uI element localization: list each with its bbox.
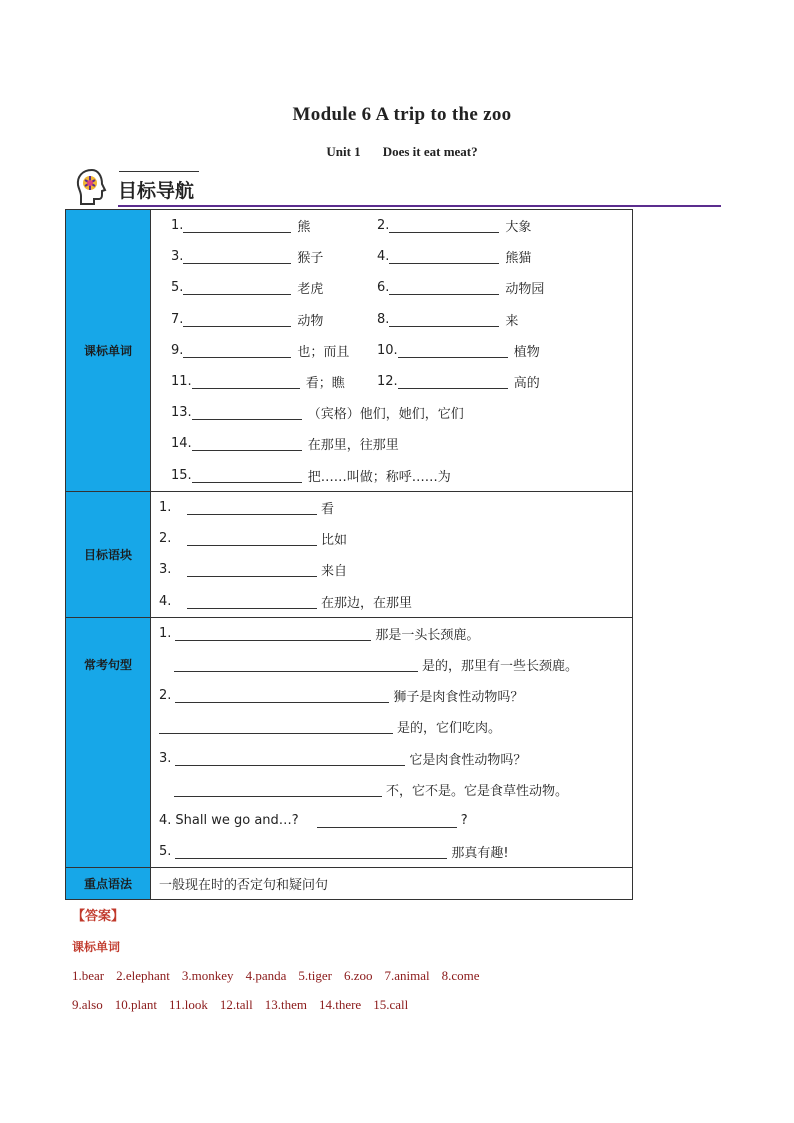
item-meaning: 猴子 xyxy=(297,251,324,267)
item-number: 1. xyxy=(159,625,172,641)
vocab-label: 课标单词 xyxy=(66,210,151,492)
item-number: 13. xyxy=(171,405,192,421)
item-number: 5. xyxy=(171,280,184,296)
item-number: 7. xyxy=(171,311,184,327)
answer-blank[interactable] xyxy=(389,249,499,264)
answer-blank[interactable] xyxy=(175,626,371,641)
brain-head-icon xyxy=(74,168,110,206)
section-heading: 目标导航 xyxy=(118,180,195,202)
vocab-item xyxy=(171,372,345,391)
answer-item: 15.call xyxy=(373,997,409,1012)
phrase-row xyxy=(159,523,632,554)
answer-blank[interactable] xyxy=(159,719,393,734)
item-meaning: 熊猫 xyxy=(505,251,532,267)
item-meaning: 在那边，在那里 xyxy=(321,595,413,611)
item-number: 14. xyxy=(171,436,192,452)
answer-blank[interactable] xyxy=(389,312,499,327)
item-meaning: 老虎 xyxy=(297,282,324,298)
answer-blank[interactable] xyxy=(192,374,300,389)
vocab-item xyxy=(171,310,323,329)
sentences-content xyxy=(151,617,633,868)
sentence-row xyxy=(159,618,632,649)
item-number: 3. xyxy=(159,750,172,766)
vocab-item xyxy=(171,216,310,235)
item-number: 2. xyxy=(159,531,172,547)
answer-blank[interactable] xyxy=(174,782,382,797)
phrase-row xyxy=(159,554,632,585)
answer-item: 4.panda xyxy=(245,968,287,983)
item-number: 4. xyxy=(377,249,390,265)
sentence-prefix: Shall we go and…? xyxy=(175,812,299,828)
vocab-row xyxy=(171,210,632,241)
study-table xyxy=(65,209,633,900)
page-subtitle xyxy=(0,144,794,160)
item-number: 10. xyxy=(377,342,398,358)
vocab-row xyxy=(171,460,632,491)
answers-line-1 xyxy=(72,968,492,984)
sentence-row xyxy=(159,805,632,836)
sentence-row xyxy=(159,711,632,742)
answers-line-2 xyxy=(72,997,420,1013)
item-number: 15. xyxy=(171,467,192,483)
vocab-row xyxy=(171,304,632,335)
unit-label: Unit 1 xyxy=(326,144,361,159)
answers-heading: 【答案】 xyxy=(72,909,125,924)
item-meaning: 动物 xyxy=(297,313,324,329)
item-number: 4. xyxy=(159,593,172,609)
answer-blank[interactable] xyxy=(175,688,389,703)
vocab-item xyxy=(377,278,544,297)
vocab-row xyxy=(171,241,632,272)
grammar-label: 重点语法 xyxy=(66,868,151,900)
answer-item: 1.bear xyxy=(72,968,105,983)
answer-item: 8.come xyxy=(441,968,480,983)
answer-item: 11.look xyxy=(168,997,208,1012)
vocab-section xyxy=(66,210,633,492)
sentence-meaning: ? xyxy=(460,812,468,828)
answer-blank[interactable] xyxy=(174,657,418,672)
item-number: 4. xyxy=(159,812,172,828)
answer-blank[interactable] xyxy=(183,249,291,264)
item-meaning: 在那里，往那里 xyxy=(307,438,399,454)
answers-section-label: 课标单词 xyxy=(72,940,121,954)
phrases-content xyxy=(151,492,633,618)
phrases-section xyxy=(66,492,633,618)
vocab-item xyxy=(377,341,540,360)
item-number: 2. xyxy=(377,218,390,234)
answer-blank[interactable] xyxy=(183,312,291,327)
item-meaning: 高的 xyxy=(513,376,540,392)
answer-item: 6.zoo xyxy=(343,968,373,983)
answer-blank[interactable] xyxy=(187,562,317,577)
item-meaning: 熊 xyxy=(297,220,311,236)
sentence-meaning: 那是一头长颈鹿。 xyxy=(375,627,480,643)
sentences-section xyxy=(66,617,633,868)
answer-blank[interactable] xyxy=(175,751,405,766)
sentence-row xyxy=(159,649,632,680)
sentence-meaning: 是的，它们吃肉。 xyxy=(397,721,502,737)
item-meaning: 大象 xyxy=(505,220,532,236)
item-number: 9. xyxy=(171,342,184,358)
item-number: 2. xyxy=(159,688,172,704)
item-meaning: 来自 xyxy=(321,564,348,580)
sentence-row xyxy=(159,680,632,711)
vocab-item xyxy=(171,278,323,297)
item-meaning: 看 xyxy=(321,502,335,518)
sentence-meaning: 是的，那里有一些长颈鹿。 xyxy=(422,659,579,675)
vocab-item xyxy=(171,341,349,360)
vocab-content xyxy=(151,210,633,492)
answer-item: 2.elephant xyxy=(116,968,170,983)
answer-blank[interactable] xyxy=(175,844,447,859)
vocab-item xyxy=(377,310,518,329)
phrase-row xyxy=(159,492,632,523)
vocab-item xyxy=(171,247,323,266)
sentence-meaning: 那真有趣! xyxy=(451,846,509,862)
section-header xyxy=(72,168,722,210)
item-number: 6. xyxy=(377,280,390,296)
vocab-item xyxy=(377,216,531,235)
vocab-row xyxy=(171,272,632,303)
phrases-label: 目标语块 xyxy=(66,492,151,618)
answer-item: 7.animal xyxy=(384,968,430,983)
item-meaning: 动物园 xyxy=(505,282,545,298)
item-meaning: 把……叫做；称呼……为 xyxy=(307,469,451,485)
answer-blank[interactable] xyxy=(389,280,499,295)
sentence-meaning: 它是肉食性动物吗？ xyxy=(409,752,527,768)
answer-blank[interactable] xyxy=(187,531,317,546)
answer-item: 14.there xyxy=(318,997,362,1012)
sentence-meaning: 狮子是肉食性动物吗？ xyxy=(393,690,524,706)
vocab-item xyxy=(377,372,540,391)
vocab-row xyxy=(171,397,632,428)
vocab-row xyxy=(171,335,632,366)
vocab-item xyxy=(377,247,531,266)
grammar-text: 一般现在时的否定句和疑问句 xyxy=(159,878,329,894)
page-title: Module 6 A trip to the zoo xyxy=(292,104,512,125)
item-number: 3. xyxy=(171,249,184,265)
answer-item: 12.tall xyxy=(219,997,253,1012)
item-meaning: 植物 xyxy=(513,344,540,360)
sentence-meaning: 不，它不是。它是食草性动物。 xyxy=(386,783,569,799)
answer-item: 9.also xyxy=(72,997,103,1012)
sentence-row xyxy=(159,836,632,867)
unit-question: Does it eat meat? xyxy=(382,144,478,159)
answer-blank[interactable] xyxy=(398,374,508,389)
item-number: 8. xyxy=(377,311,390,327)
answer-item: 3.monkey xyxy=(181,968,234,983)
phrase-row xyxy=(159,586,632,617)
answer-blank[interactable] xyxy=(187,500,317,515)
vocab-row xyxy=(171,366,632,397)
item-meaning: （宾格）他们，她们，它们 xyxy=(307,407,464,423)
grammar-section xyxy=(66,868,633,900)
grammar-content xyxy=(151,868,633,900)
vocab-row xyxy=(171,428,632,459)
answer-blank[interactable] xyxy=(192,436,302,451)
sentences-label: 常考句型 xyxy=(66,617,151,868)
answer-blank[interactable] xyxy=(192,405,302,420)
answer-blank[interactable] xyxy=(192,468,302,483)
answer-item: 5.tiger xyxy=(298,968,332,983)
answer-item: 13.them xyxy=(264,997,307,1012)
item-number: 1. xyxy=(159,500,172,516)
item-number: 11. xyxy=(171,374,192,390)
answer-blank[interactable] xyxy=(389,218,499,233)
sentence-row xyxy=(159,774,632,805)
item-meaning: 看；瞧 xyxy=(305,376,345,392)
item-number: 3. xyxy=(159,562,172,578)
item-meaning: 也；而且 xyxy=(297,344,350,360)
item-meaning: 比如 xyxy=(321,533,348,549)
answer-blank[interactable] xyxy=(183,218,291,233)
answer-item: 10.plant xyxy=(114,997,157,1012)
sentence-row xyxy=(159,743,632,774)
item-number: 1. xyxy=(171,218,184,234)
item-number: 12. xyxy=(377,374,398,390)
answer-blank[interactable] xyxy=(398,343,508,358)
answer-blank[interactable] xyxy=(183,343,291,358)
answer-blank[interactable] xyxy=(187,594,317,609)
answer-blank[interactable] xyxy=(183,280,291,295)
item-number: 5. xyxy=(159,844,172,860)
item-meaning: 来 xyxy=(505,313,519,329)
answer-blank[interactable] xyxy=(317,813,457,828)
